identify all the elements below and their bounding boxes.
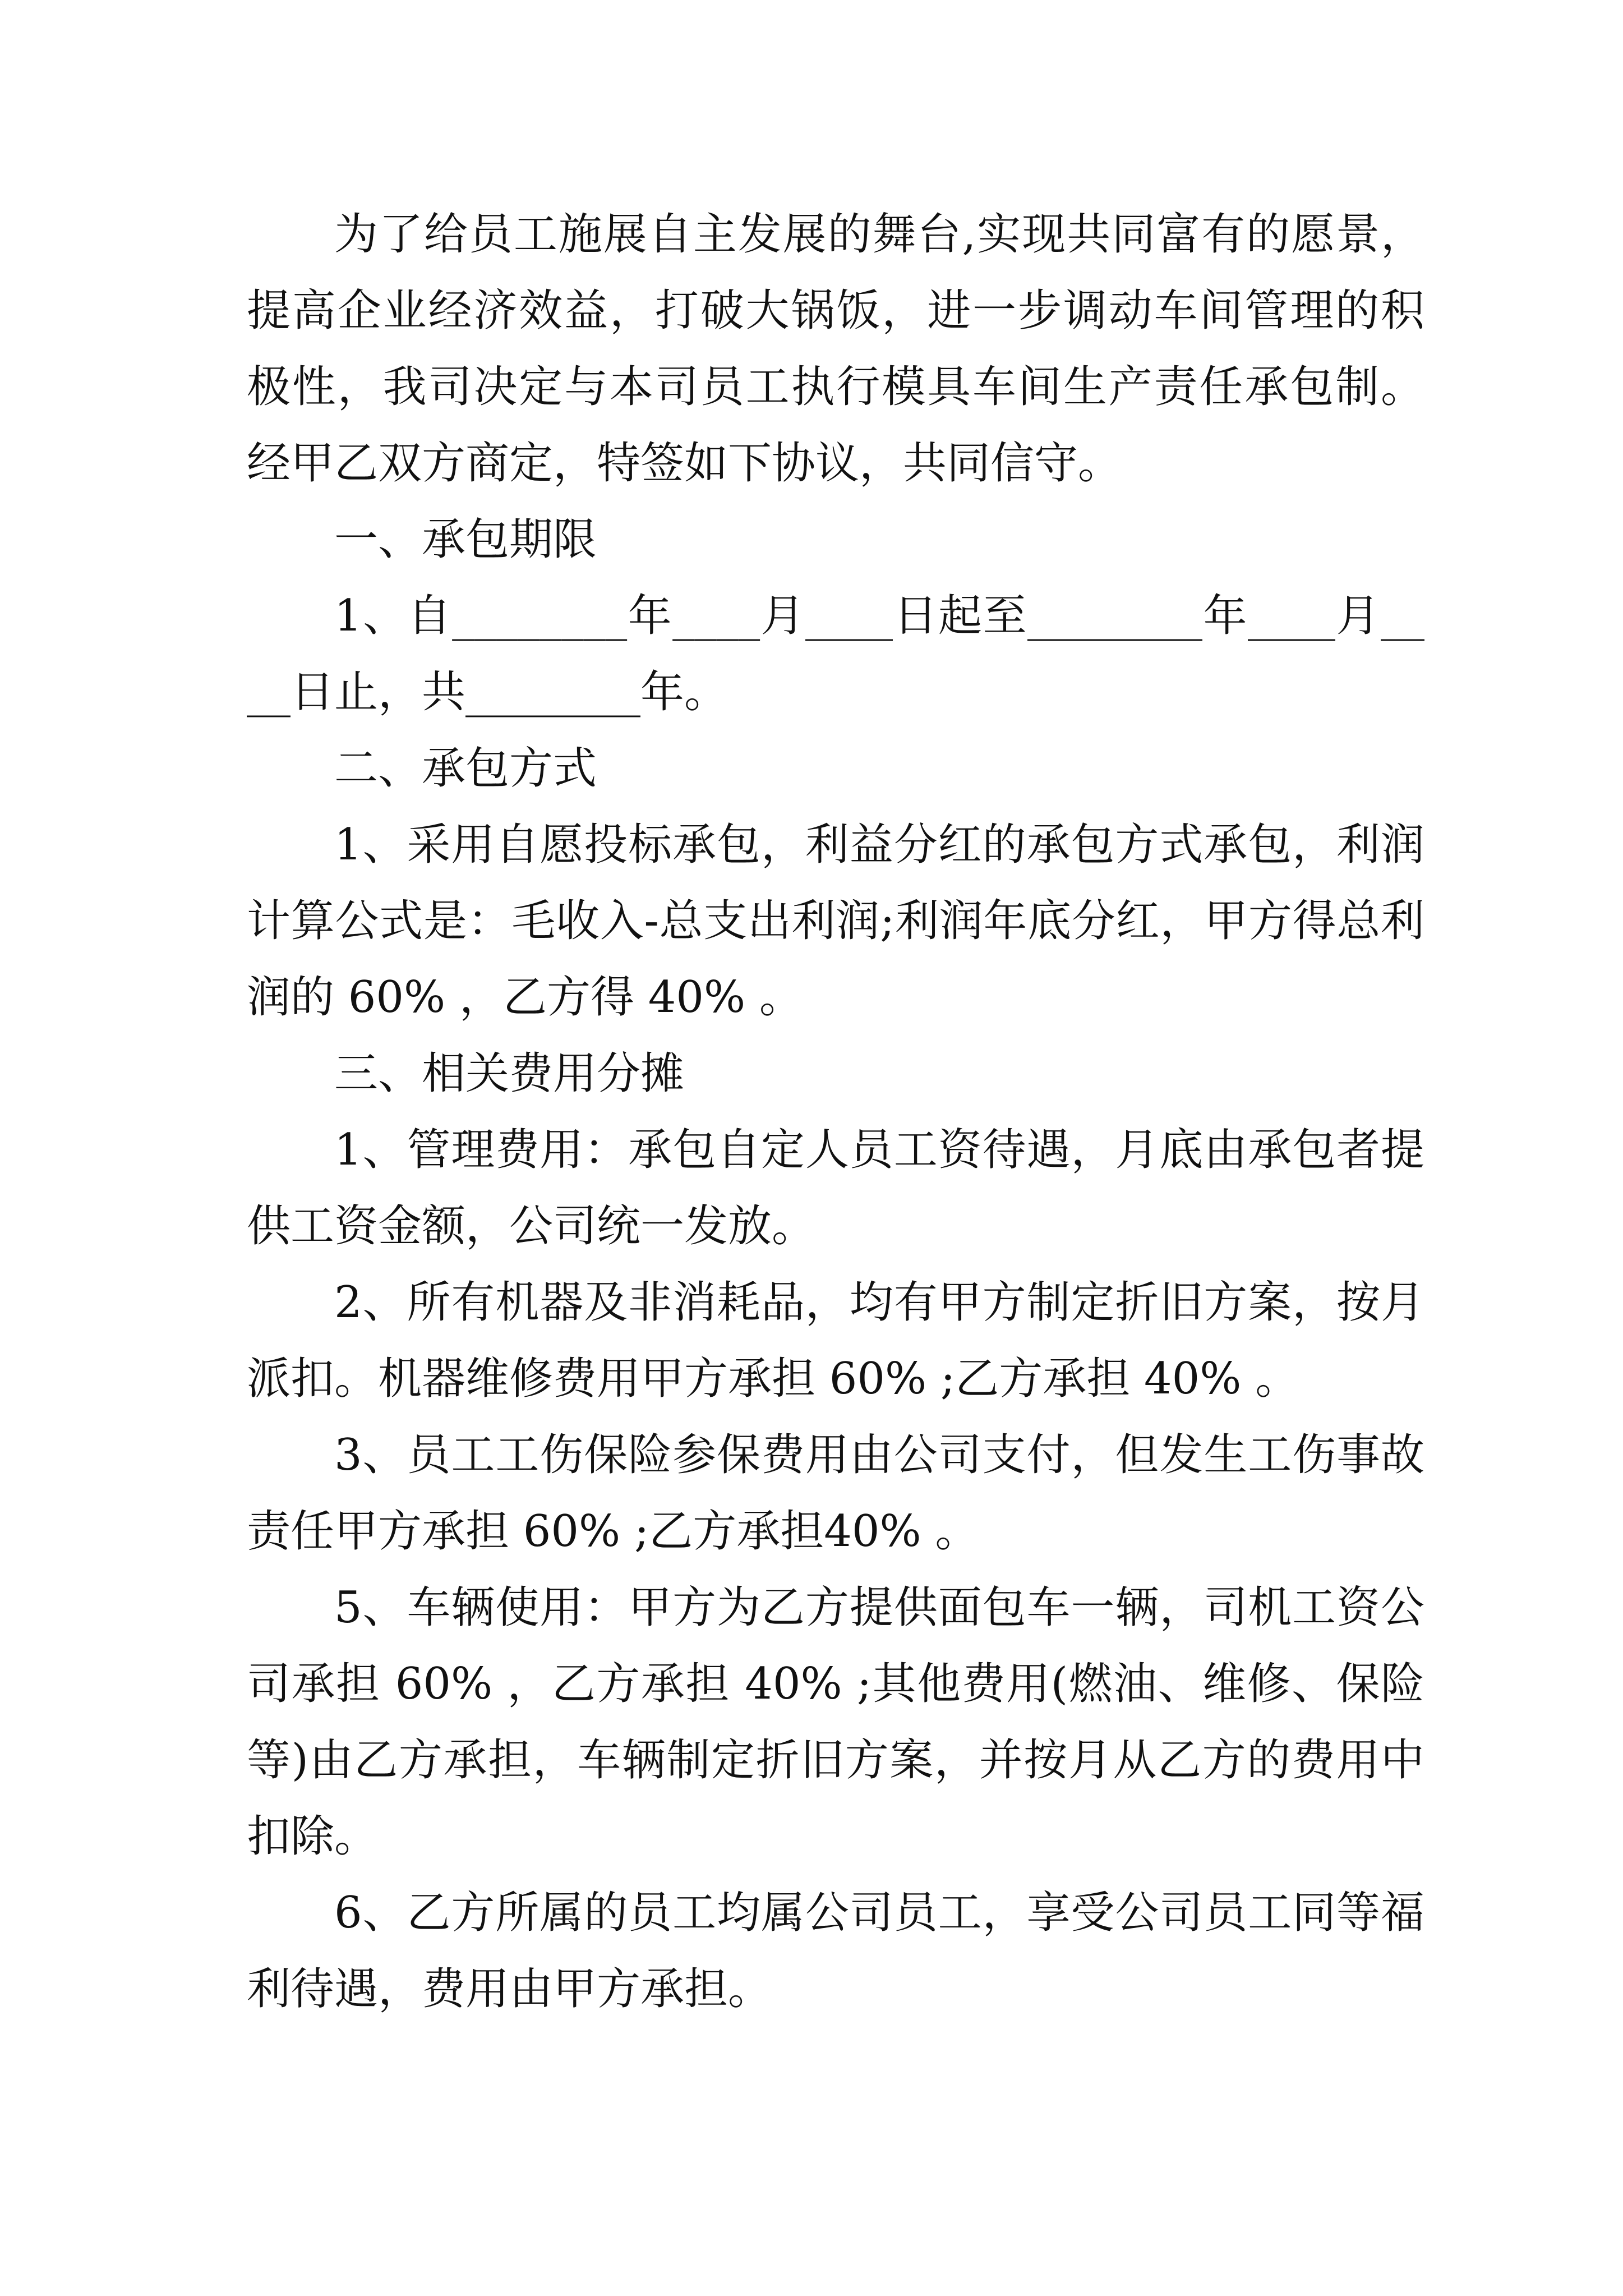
section-heading-method: 二、承包方式 — [334, 743, 597, 794]
cost-clause-1: 1、管理费用：承包自定人员工资待遇，月底由承包者提供工资金额，公司统一发放。 — [247, 1125, 1424, 1251]
intro-paragraph: 为了给员工施展自主发展的舞台,实现共同富有的愿景，提高企业经济效益，打破大锅饭，进一步调动车间管理的积极性，我司决定与本司员工执行模具车间生产责任承包制。经甲乙双方商定，特签如下协议，共同信守。 — [247, 209, 1424, 489]
cost-clause-3: 3、员工工伤保险参保费用由公司支付，但发生工伤事故责任甲方承担 60% ;乙方承担40% 。 — [247, 1430, 1424, 1557]
cost-clause-2: 2、所有机器及非消耗品，均有甲方制定折旧方案，按月派扣。机器维修费用甲方承担 60% ;乙方承担 40% 。 — [247, 1277, 1424, 1404]
method-clause-1: 1、采用自愿投标承包，利益分红的承包方式承包，利润计算公式是：毛收入-总支出利润;利润年底分红，甲方得总利润的 60% ，乙方得 40% 。 — [247, 820, 1424, 1023]
cost-clause-5: 5、车辆使用：甲方为乙方提供面包车一辆，司机工资公司承担 60% ，乙方承担 40% ;其他费用(燃油、维修、保险等)由乙方承担，车辆制定折旧方案，并按月从乙方的费用中扣除。 — [247, 1582, 1424, 1862]
term-clause-1: 1、自________年____月____日起至________年____月____日止，共________年。 — [247, 591, 1424, 717]
section-heading-term: 一、承包期限 — [334, 514, 597, 565]
section-heading-costs: 三、相关费用分摊 — [334, 1048, 685, 1099]
cost-clause-6: 6、乙方所属的员工均属公司员工，享受公司员工同等福利待遇，费用由甲方承担。 — [247, 1888, 1424, 2014]
document-body — [247, 196, 1424, 2027]
